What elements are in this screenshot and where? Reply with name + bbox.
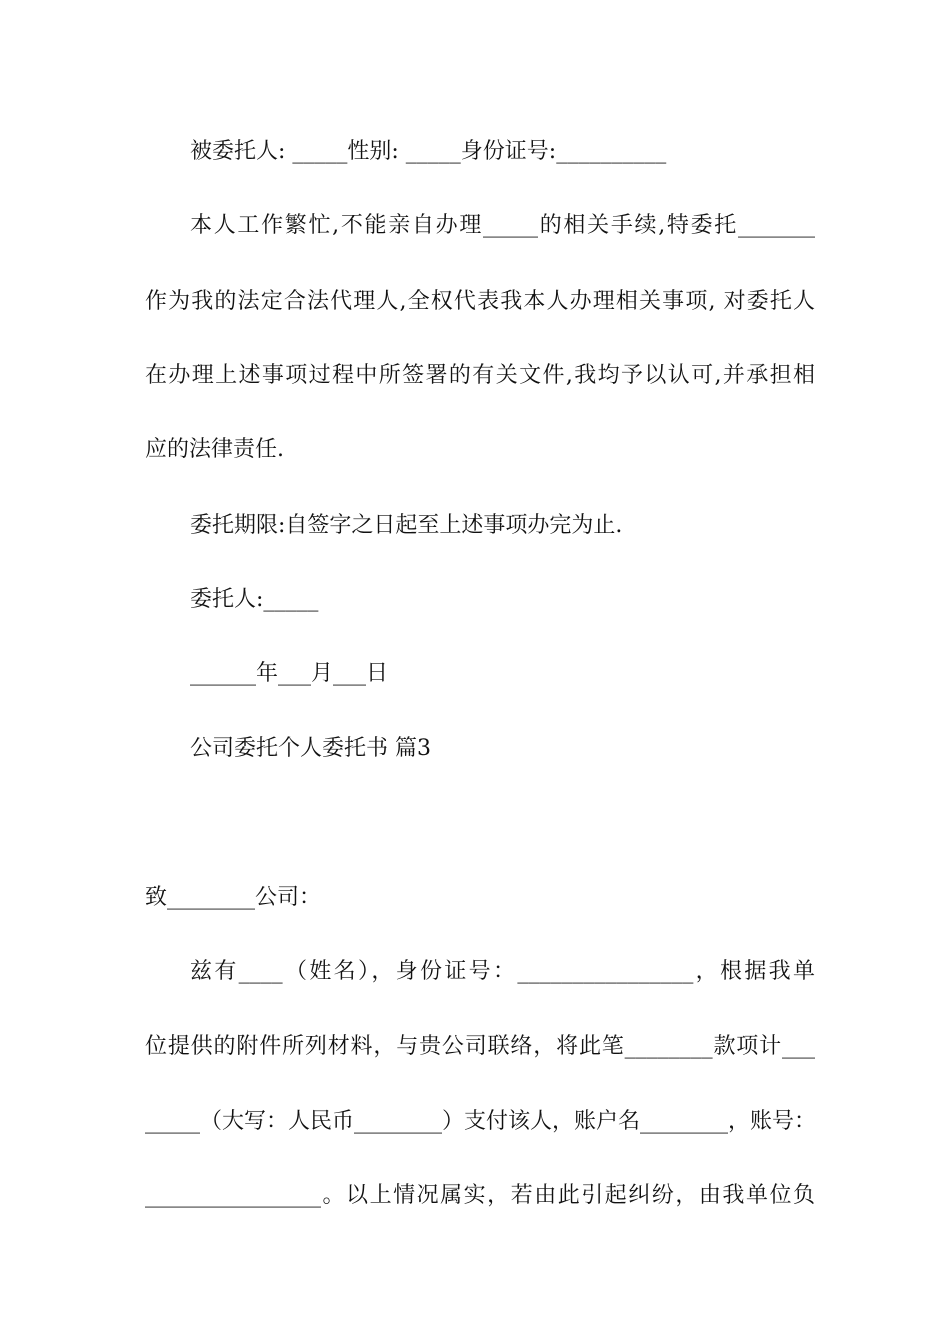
paragraph-line: 在办理上述事项过程中所签署的有关文件,我均予以认可,并承担相	[145, 363, 815, 388]
paragraph-line: 位提供的附件所列材料，与贵公司联络，将此笔________款项计___	[145, 1034, 815, 1059]
paragraph-line: 兹有____（姓名），身份证号：________________，根据我单	[190, 959, 815, 984]
section-heading: 公司委托个人委托书 篇3	[190, 736, 431, 761]
addressee-line: 致________公司：	[145, 885, 322, 910]
trustee-info-line: 被委托人: _____性别: _____身份证号:__________	[190, 139, 667, 164]
entrust-period-line: 委托期限:自签字之日起至上述事项办完为止.	[190, 513, 623, 538]
paragraph-line: ________________。以上情况属实，若由此引起纠纷，由我单位负	[145, 1183, 815, 1208]
date-line: ______年___月___日	[190, 661, 389, 686]
paragraph-line: 本人工作繁忙,不能亲自办理_____的相关手续,特委托_______	[190, 213, 815, 238]
paragraph-line: 作为我的法定合法代理人,全权代表我本人办理相关事项, 对委托人	[145, 289, 815, 314]
paragraph-line: 应的法律责任.	[145, 437, 284, 462]
paragraph-line: _____（大写：人民币________）支付该人，账户名________，账号：	[145, 1109, 817, 1134]
principal-signature-line: 委托人:_____	[190, 587, 319, 612]
